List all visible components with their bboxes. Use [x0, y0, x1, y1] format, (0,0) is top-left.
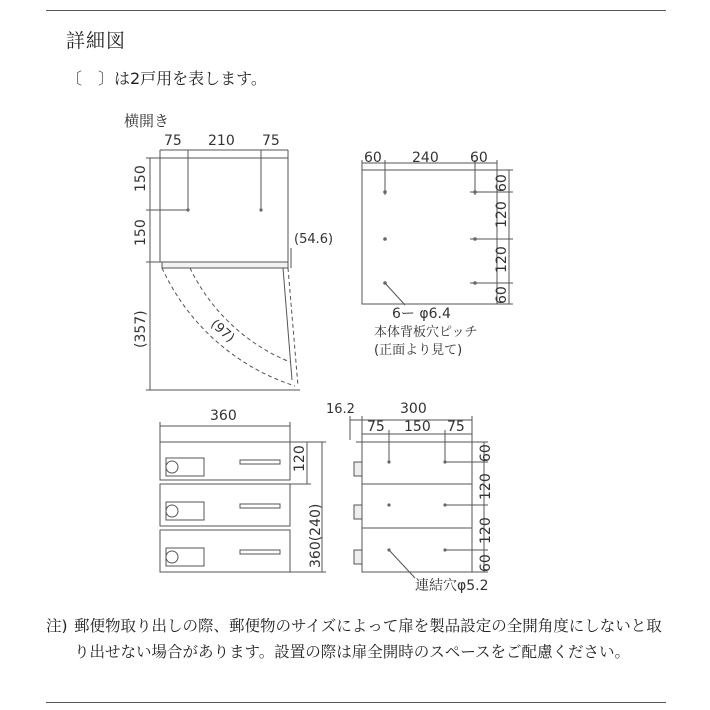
footnote — [46, 613, 672, 665]
back-dim-240: 240 — [412, 150, 439, 166]
stack-dim-300: 300 — [400, 401, 427, 417]
footnote-prefix: 注) — [46, 617, 68, 635]
stack-hole-label: 連結穴φ5.2 — [415, 578, 489, 594]
back-dim-60-bottom: 60 — [494, 286, 510, 304]
side-dim-75-left: 75 — [164, 133, 182, 149]
back-hole-label: 6ー φ6.4 — [392, 306, 451, 322]
back-dim-60-left: 60 — [364, 150, 382, 166]
side-dim-75-right: 75 — [262, 133, 280, 149]
side-dim-97: (97) — [207, 316, 238, 346]
front-dim-360: 360 — [210, 408, 237, 424]
stack-dim-120-b: 120 — [478, 517, 494, 544]
footnote-text: 郵便物取り出しの際、郵便物のサイズによって扉を製品設定の全開角度にしないと取り出せない場合があります。設置の際は扉全開時のスペースをご配慮ください。 — [74, 617, 662, 661]
stack-dim-120-a: 120 — [478, 473, 494, 500]
stack-dim-162: 16.2 — [326, 402, 355, 417]
side-dim-150-top: 150 — [133, 165, 149, 192]
back-pitch-note: (正面より見て) — [374, 343, 463, 358]
back-dim-60-top: 60 — [494, 174, 510, 192]
back-dim-60-right: 60 — [470, 150, 488, 166]
stack-dim-60-bottom: 60 — [478, 554, 494, 572]
bottom-rule — [46, 702, 666, 703]
side-view-label: 横開き — [124, 112, 170, 130]
back-dim-120-a: 120 — [494, 201, 510, 228]
back-dim-120-b: 120 — [494, 246, 510, 273]
side-dim-150-bottom: 150 — [133, 219, 149, 246]
back-pitch-label: 本体背板穴ピッチ — [374, 325, 478, 340]
side-dim-357: (357) — [133, 310, 149, 348]
stack-dim-75-right: 75 — [447, 419, 465, 435]
legend-note: 〔 〕は2戸用を表します。 — [66, 69, 267, 88]
stack-dim-150: 150 — [404, 419, 431, 435]
stack-dim-75-left: 75 — [367, 419, 385, 435]
back-view-body — [362, 170, 497, 304]
page-title: 詳細図 — [66, 30, 127, 52]
side-dim-210: 210 — [208, 133, 235, 149]
stack-dim-60-top: 60 — [478, 444, 494, 462]
front-dim-360-240: 360(240) — [308, 503, 324, 568]
front-dim-120: 120 — [292, 445, 308, 472]
side-dim-546: (54.6) — [294, 232, 334, 247]
